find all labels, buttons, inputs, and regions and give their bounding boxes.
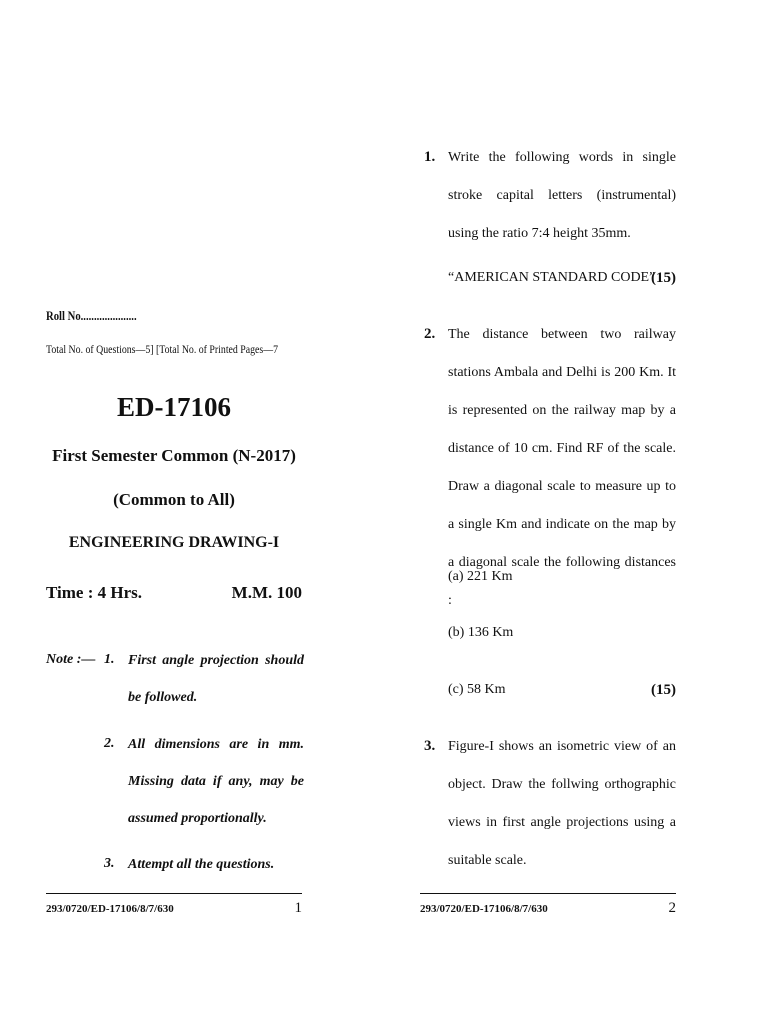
question-text: Write the following words in single stroke capital letters (instrumental) using the ratio 7:4 height 35mm. — [448, 150, 676, 241]
footer-code: 293/0720/ED-17106/8/7/630 — [420, 903, 548, 915]
note-number: 2. — [104, 736, 115, 751]
footer-code: 293/0720/ED-17106/8/7/630 — [46, 903, 174, 915]
question-text: The distance between two railway stations Ambala and Delhi is 200 Km. It is represented on the railway map by a distance of 10 cm. Find RF of the scale. Draw a diagonal scale to measure up to a single Km and indicate on the map by a diagonal scale the following distances : — [448, 327, 676, 608]
common-line: (Common to All) — [113, 490, 235, 509]
question-words-line — [448, 270, 676, 286]
words-to-letter: “AMERICAN STANDARD CODE” — [448, 270, 656, 285]
footer-divider — [420, 893, 676, 894]
note-text: All dimensions are in mm. Missing data if any, may be assumed proportionally. — [128, 737, 304, 826]
note-label: Note :— — [46, 652, 96, 667]
right-page — [420, 0, 676, 1024]
question-part: (a) 221 Km — [448, 569, 513, 584]
question-number: 1. — [424, 149, 436, 165]
totals-line: Total No. of Questions—5] [Total No. of Printed Pages—7 — [46, 342, 279, 356]
note-text: Attempt all the questions. — [128, 857, 275, 872]
time-allowed: Time : 4 Hrs. — [46, 583, 143, 602]
question-marks: (15) — [651, 270, 676, 286]
question-part: (b) 136 Km — [448, 625, 514, 640]
footer-divider — [46, 893, 302, 894]
roll-number-line: Roll No..................... — [46, 308, 137, 323]
paper-code: ED-17106 — [117, 392, 231, 422]
question-text: Figure-I shows an isometric view of an object. Draw the follwing orthographic views in first angle projections using a suitable scale. — [448, 739, 676, 868]
question-marks: (15) — [651, 682, 676, 698]
note-number: 1. — [104, 652, 115, 667]
question-part-row — [448, 682, 676, 698]
note-number: 3. — [104, 856, 115, 871]
left-page — [46, 0, 302, 1024]
question-number: 3. — [424, 738, 436, 754]
page-number: 2 — [668, 900, 676, 916]
subject-title: ENGINEERING DRAWING-I — [68, 534, 280, 551]
page-number: 1 — [294, 900, 302, 916]
note-text: First angle projection should be followed. — [128, 653, 304, 705]
question-part: (c) 58 Km — [448, 682, 506, 697]
semester-line: First Semester Common (N-2017) — [52, 446, 296, 465]
question-number: 2. — [424, 326, 436, 342]
max-marks: M.M. 100 — [231, 583, 302, 602]
